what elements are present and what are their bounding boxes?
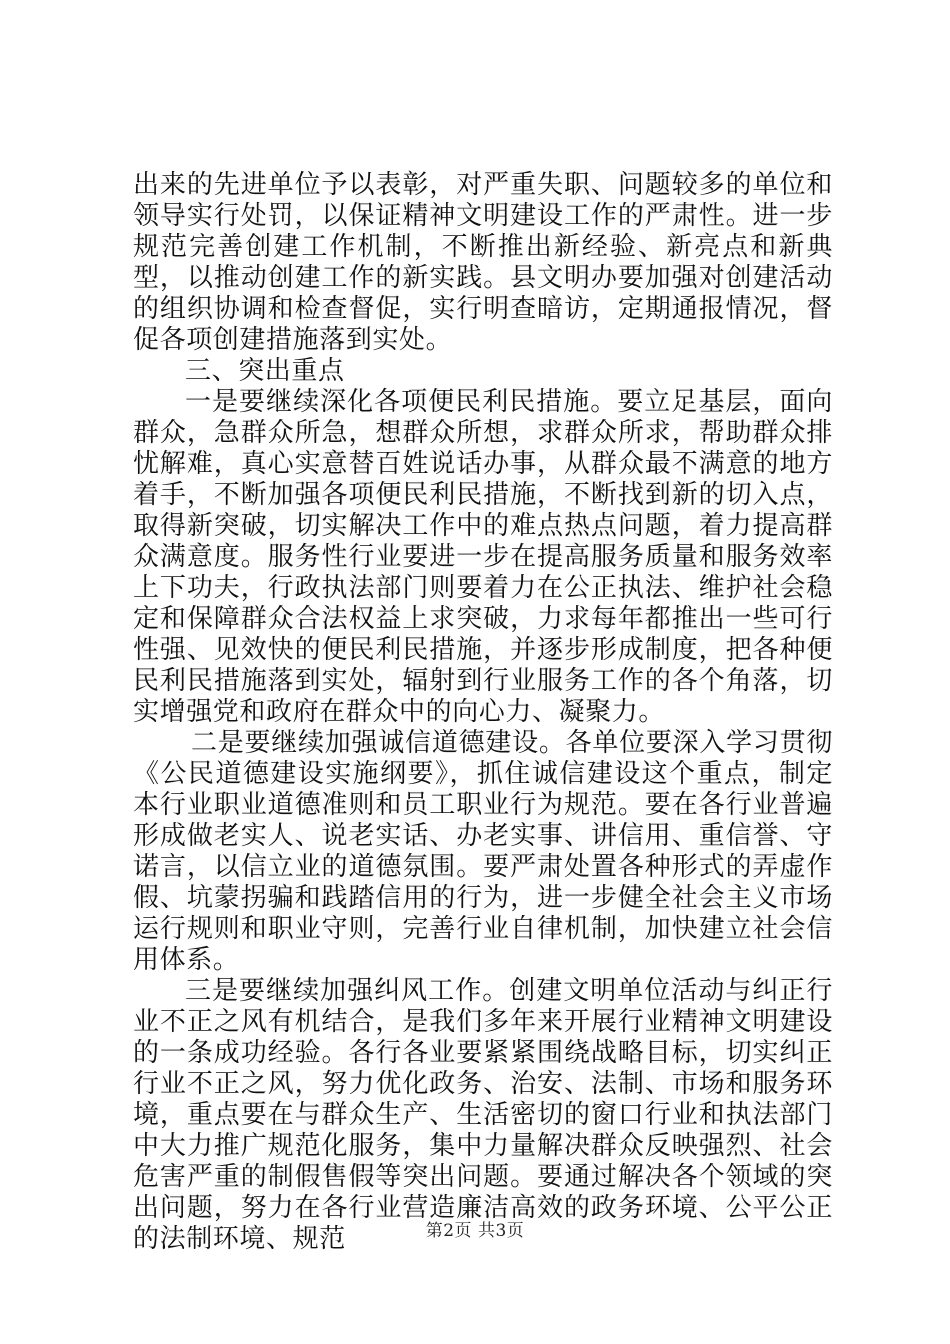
- paragraph-continuation: 出来的先进单位予以表彰，对严重失职、问题较多的单位和领导实行处罚，以保证精神文明建设工作的严肃性。进一步规范完善创建工作机制，不断推出新经验、新亮点和新典型，以推动创建工作的新实践。县文明办要加强对创建活动的组织协调和检查督促，实行明查暗访，定期通报情况，督促各项创建措施落到实处。: [133, 170, 833, 355]
- paragraph-point-one: 一是要继续深化各项便民利民措施。要立足基层，面向群众，急群众所急，想群众所想，求群众所求，帮助群众排忧解难，真心实意替百姓说话办事，从群众最不满意的地方着手，不断加强各项便民利民措施，不断找到新的切入点，取得新突破，切实解决工作中的难点热点问题，着力提高群众满意度。服务性行业要进一步在提高服务质量和服务效率上下功夫，行政执法部门则要着力在公正执法、维护社会稳定和保障群众合法权益上求突破，力求每年都推出一些可行性强、见效快的便民利民措施，并逐步形成制度，把各种便民利民措施落到实处，辐射到行业服务工作的各个角落，切实增强党和政府在群众中的向心力、凝聚力。: [133, 387, 833, 727]
- paragraph-point-two: 二是要继续加强诚信道德建设。各单位要深入学习贯彻《公民道德建设实施纲要》，抓住诚信建设这个重点，制定本行业职业道德准则和员工职业行为规范。要在各行业普遍形成做老实人、说老实话、办老实事、讲信用、重信誉、守诺言，以信立业的道德氛围。要严肃处置各种形式的弄虚作假、坑蒙拐骗和践踏信用的行为，进一步健全社会主义市场运行规则和职业守则，完善行业自律机制，加快建立社会信用体系。: [133, 728, 833, 975]
- page-number-footer: 第2页 共3页: [425, 1221, 525, 1241]
- paragraph-point-three: 三是要继续加强纠风工作。创建文明单位活动与纠正行业不正之风有机结合，是我们多年来开展行业精神文明建设的一条成功经验。各行各业要紧紧围绕战略目标，切实纠正行业不正之风，努力优化政务、治安、法制、市场和服务环境，重点要在与群众生产、生活密切的窗口行业和执法部门中大力推广规范化服务，集中力量解决群众反映强烈、社会危害严重的制假售假等突出问题。要通过解决各个领域的突出问题，努力在各行业营造廉洁高效的政务环境、公平公正的法制环境、规范: [133, 976, 833, 1254]
- section-heading: 三、突出重点: [185, 356, 345, 386]
- document-body: [133, 170, 833, 1255]
